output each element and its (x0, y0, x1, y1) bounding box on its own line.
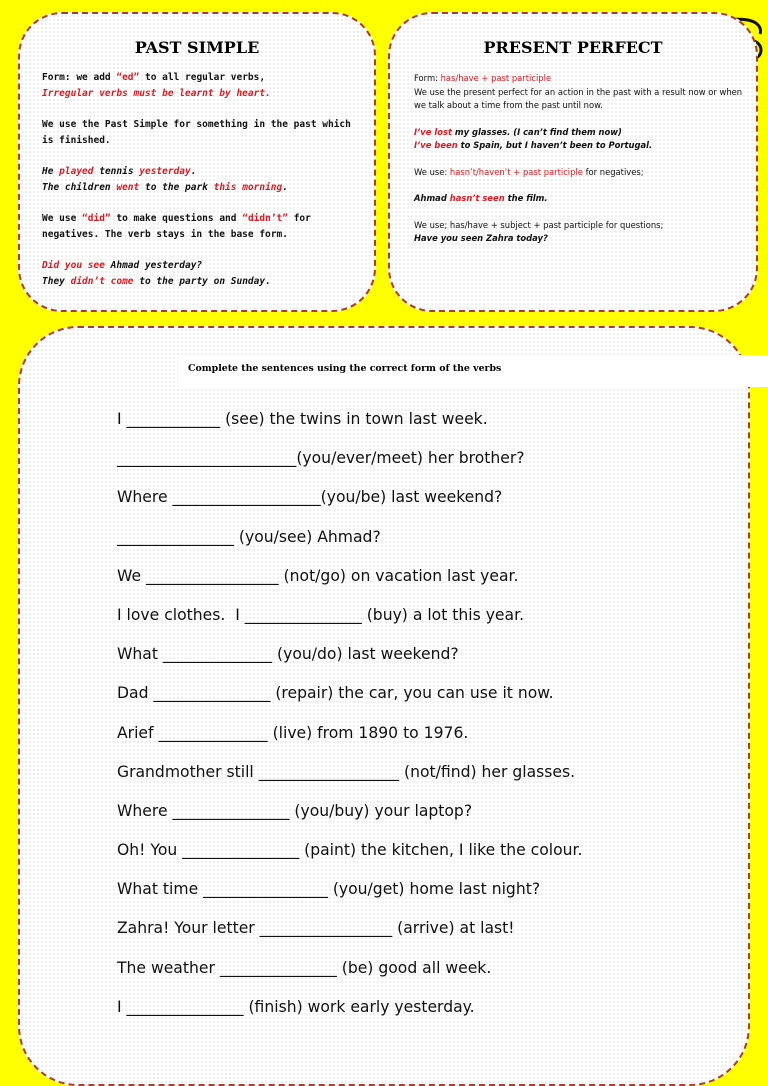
pp-ex3-c: the film. (504, 193, 548, 203)
pp-ex1-a: I’ve lost (414, 126, 452, 137)
pp-use-text: We use the present perfect for an action in the past with a result now or when we talk about a time from the past until now. (414, 86, 743, 110)
exercise-sentence: Grandmother still __________________ (not/find) her glasses. (117, 762, 576, 781)
ex1-d: yesterday (139, 166, 191, 177)
past-simple-title: PAST SIMPLE (134, 38, 260, 57)
exercise-sentence: I ____________ (see) the twins in town last week. (117, 410, 488, 428)
irregular-note: Irregular verbs must be learnt by heart. (42, 88, 271, 99)
pp-ex2-a: I’ve been (414, 140, 458, 150)
ex2-b: went (116, 182, 140, 193)
ex1-e: . (190, 166, 197, 177)
pp-form-value: has/have + past participle (440, 73, 552, 83)
ex1-b: played (59, 166, 94, 177)
exercise-sentence: Where _______________ (you/buy) your laptop? (117, 801, 473, 820)
present-perfect-title: PRESENT PERFECT (483, 38, 663, 57)
past-simple-body (42, 70, 360, 305)
exercise-sentence: Oh! You _______________ (paint) the kitchen, I like the colour. (117, 841, 583, 860)
form-label: Form: we add (42, 72, 117, 83)
exercise-sentence: The weather _______________ (be) good all week. (117, 958, 492, 977)
form-rest: to all regular verbs, (139, 72, 266, 83)
q-didnt: “didn’t” (242, 213, 288, 224)
q-c: for negatives. The verb stays in the base form. (42, 213, 311, 240)
exercise-list (117, 408, 583, 1035)
ex2-e: . (282, 182, 288, 193)
past-simple-card (18, 12, 376, 312)
pp-ex2-b: to Spain, but I haven’t been to Portugal. (457, 140, 653, 150)
ex4-a: They (42, 276, 71, 287)
q-did: “did” (82, 213, 111, 224)
pp-ex1-b: my glasses. (I can’t find them now) (451, 126, 622, 137)
ex2-d: this morning (213, 182, 283, 193)
ex4-c: to the party on Sunday. (133, 276, 271, 287)
exercise-sentence: Arief ______________ (live) from 1890 to 1976. (117, 723, 469, 742)
exercise-sentence: Zahra! Your letter _________________ (arrive) at last! (117, 919, 515, 938)
past-use-text: We use the Past Simple for something in the past which is finished. (42, 119, 351, 146)
exercise-sentence: We _________________ (not/go) on vacation last year. (117, 566, 519, 585)
pp-neg-b: hasn’t/haven’t + past participle (449, 166, 583, 177)
ex3-b: Ahmad yesterday? (104, 260, 203, 271)
ex2-c: to the park (139, 182, 214, 193)
ex1-a: He (42, 166, 60, 177)
pp-ex4: Have you seen Zahra today? (414, 233, 548, 243)
exercise-sentence: What ______________ (you/do) last weekend? (117, 645, 459, 664)
pp-form-label: Form: (414, 73, 441, 83)
pp-ex3-b: hasn’t seen (449, 193, 505, 203)
exercise-sentence: Dad _______________ (repair) the car, you can use it now. (117, 684, 554, 703)
exercise-sentence: Where ___________________(you/be) last weekend? (117, 488, 503, 507)
present-perfect-body (414, 72, 746, 259)
ex1-c: tennis (93, 166, 140, 177)
pp-question-text: We use; has/have + subject + past participle for questions; (414, 219, 664, 230)
ex3-a: Did you see (42, 260, 105, 271)
form-ed: “ed” (116, 72, 140, 83)
exercise-instruction: Complete the sentences using the correct form of the verbs (178, 355, 768, 387)
present-perfect-card (388, 12, 758, 312)
q-a: We use (42, 213, 83, 224)
ex4-b: didn’t come (70, 276, 134, 287)
pp-neg-a: We use: (414, 166, 450, 177)
exercise-sentence: What time ________________ (you/get) home last night? (117, 880, 541, 899)
exercise-sentence: I _______________ (finish) work early yesterday. (117, 997, 475, 1016)
exercise-sentence: _______________________(you/ever/meet) her brother? (117, 449, 525, 468)
pp-ex3-a: Ahmad (414, 193, 450, 203)
exercise-sentence: _______________ (you/see) Ahmad? (117, 527, 381, 546)
ex2-a: The children (42, 182, 117, 193)
exercise-sentence: I love clothes. I _______________ (buy) a lot this year. (117, 605, 525, 624)
pp-neg-c: for negatives; (582, 166, 644, 177)
q-b: to make questions and (110, 213, 243, 224)
